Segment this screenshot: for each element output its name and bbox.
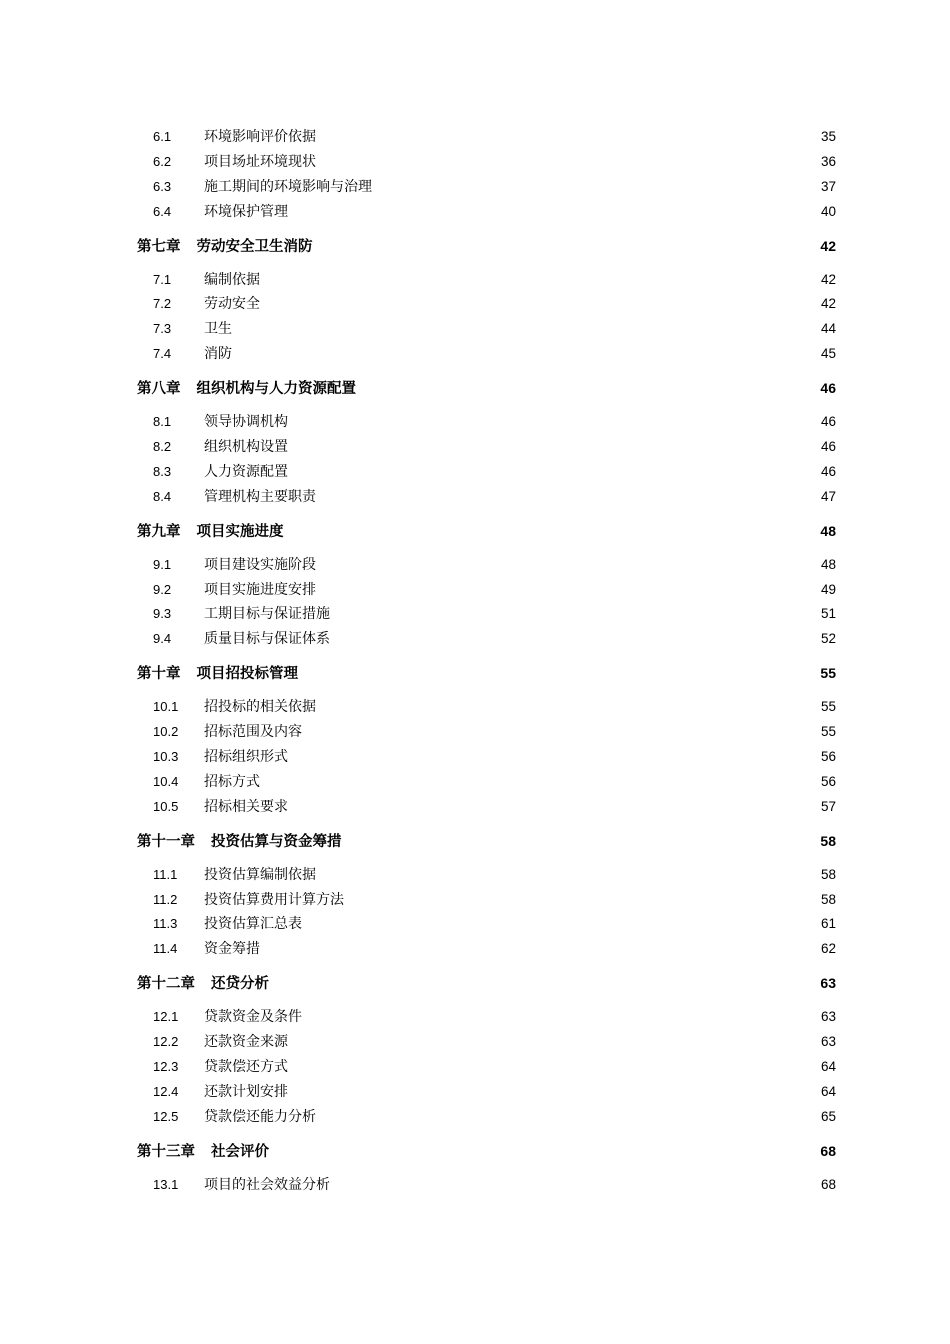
section-title: 招投标的相关依据 (204, 699, 316, 716)
section-number: 12.3 (153, 1059, 179, 1075)
section-number: 8.4 (153, 488, 172, 504)
section-number: 11.4 (153, 941, 178, 957)
section-title: 项目建设实施阶段 (204, 556, 316, 573)
toc-section-entry[interactable] (137, 1030, 836, 1055)
page-number: 42 (820, 271, 836, 287)
page-number: 52 (820, 631, 836, 647)
chapter-number: 第九章 (137, 522, 181, 540)
chapter-title: 投资估算与资金筹措 (211, 832, 342, 850)
toc-section-entry[interactable] (137, 695, 836, 720)
page-number: 56 (820, 749, 836, 765)
toc-section-entry[interactable] (137, 410, 836, 435)
page-number: 63 (820, 975, 836, 992)
section-title: 质量目标与保证体系 (204, 631, 330, 648)
section-number: 12.1 (153, 1009, 179, 1025)
section-title: 招标方式 (204, 773, 260, 790)
page-number: 36 (820, 153, 836, 169)
toc-section-entry[interactable] (137, 200, 836, 225)
page-number: 58 (820, 832, 836, 849)
section-number: 7.3 (153, 321, 172, 337)
page-number: 48 (820, 556, 836, 572)
toc-section-entry[interactable] (137, 342, 836, 367)
page-number: 46 (820, 414, 836, 430)
page-number: 49 (820, 581, 836, 597)
toc-chapter-entry[interactable] (137, 829, 836, 853)
page-number: 42 (820, 237, 836, 254)
toc-section-entry[interactable] (137, 1055, 836, 1080)
section-number: 11.2 (153, 891, 178, 907)
page-number: 37 (820, 178, 836, 194)
chapter-title: 社会评价 (211, 1142, 269, 1160)
section-number: 10.4 (153, 773, 179, 789)
chapter-title: 项目招投标管理 (196, 665, 298, 683)
page-number: 48 (820, 522, 836, 539)
toc-section-entry[interactable] (137, 912, 836, 937)
page-number: 56 (820, 773, 836, 789)
toc-section-entry[interactable] (137, 578, 836, 603)
section-number: 10.1 (153, 699, 179, 715)
page-number: 64 (820, 1059, 836, 1075)
section-title: 招标组织形式 (204, 749, 288, 766)
section-number: 11.1 (153, 866, 178, 882)
section-number: 10.3 (153, 749, 179, 765)
section-title: 资金筹措 (204, 941, 260, 958)
section-title: 贷款资金及条件 (204, 1009, 302, 1026)
section-title: 人力资源配置 (204, 463, 288, 480)
chapter-title: 组织机构与人力资源配置 (196, 380, 356, 398)
section-number: 6.4 (153, 203, 172, 219)
toc-section-entry[interactable] (137, 292, 836, 317)
toc-chapter-entry[interactable] (137, 376, 836, 400)
section-number: 10.5 (153, 798, 179, 814)
section-title: 环境影响评价依据 (204, 129, 316, 145)
section-number: 8.3 (153, 463, 172, 479)
section-title: 劳动安全 (204, 296, 260, 313)
section-number: 8.2 (153, 439, 172, 455)
section-title: 招标范围及内容 (204, 724, 302, 741)
page-number: 55 (820, 699, 836, 715)
section-title: 项目场址环境现状 (204, 153, 316, 170)
section-number: 12.5 (153, 1108, 179, 1124)
section-title: 管理机构主要职责 (204, 488, 316, 505)
toc-section-entry[interactable] (137, 175, 836, 200)
page-number: 63 (820, 1009, 836, 1025)
toc-section-entry[interactable] (137, 863, 836, 888)
toc-section-entry[interactable] (137, 553, 836, 578)
section-number: 10.2 (153, 724, 179, 740)
toc-section-entry[interactable] (137, 1080, 836, 1105)
toc-chapter-entry[interactable] (137, 971, 836, 995)
section-title: 卫生 (204, 321, 232, 338)
toc-section-entry[interactable] (137, 770, 836, 795)
section-title: 环境保护管理 (204, 203, 288, 220)
chapter-heading (137, 830, 342, 853)
chapter-heading (137, 662, 298, 685)
page-number: 46 (820, 463, 836, 479)
section-title: 投资估算汇总表 (204, 916, 302, 933)
chapter-heading (137, 235, 313, 258)
page-number: 45 (820, 346, 836, 362)
toc-section-entry[interactable] (137, 485, 836, 510)
toc-section-entry[interactable] (137, 627, 836, 652)
chapter-number: 第八章 (137, 380, 181, 398)
page-number: 58 (820, 866, 836, 882)
section-number: 12.2 (153, 1034, 179, 1050)
section-number: 7.2 (153, 296, 172, 312)
chapter-heading (137, 1140, 269, 1163)
section-number: 13.1 (153, 1176, 179, 1192)
page-number: 63 (820, 1034, 836, 1050)
section-title: 招标相关要求 (204, 798, 288, 815)
section-number: 11.3 (153, 916, 178, 932)
section-title: 贷款偿还方式 (204, 1059, 288, 1076)
section-title: 项目实施进度安排 (204, 581, 316, 598)
section-number: 6.3 (153, 178, 172, 194)
page-number: 46 (820, 439, 836, 455)
section-number: 9.1 (153, 556, 172, 572)
toc-section-entry[interactable] (137, 720, 836, 745)
toc-section-entry[interactable] (137, 125, 836, 150)
section-number: 7.1 (153, 271, 172, 287)
page-number: 57 (820, 798, 836, 814)
section-number: 6.2 (153, 153, 172, 169)
section-number: 6.1 (153, 129, 172, 144)
page-number: 55 (820, 724, 836, 740)
section-title: 组织机构设置 (204, 439, 288, 456)
chapter-heading (137, 520, 284, 543)
page-number: 35 (820, 129, 836, 144)
section-number: 8.1 (153, 414, 172, 430)
toc-section-entry[interactable] (137, 937, 836, 962)
page-number: 44 (820, 321, 836, 337)
toc-section-entry[interactable] (137, 1105, 836, 1130)
page-number: 65 (820, 1108, 836, 1124)
chapter-title: 还贷分析 (211, 975, 269, 993)
section-title: 项目的社会效益分析 (204, 1176, 330, 1193)
page-number: 47 (820, 488, 836, 504)
toc-section-entry[interactable] (137, 795, 836, 820)
section-title: 还款资金来源 (204, 1034, 288, 1051)
page-number: 40 (820, 203, 836, 219)
toc-chapter-entry[interactable] (137, 234, 836, 258)
page-number: 68 (820, 1176, 836, 1192)
section-number: 9.2 (153, 581, 172, 597)
page-number: 46 (820, 380, 836, 397)
page-number: 61 (820, 916, 836, 932)
toc-section-entry[interactable] (137, 460, 836, 485)
toc-section-entry[interactable] (137, 1005, 836, 1030)
toc-section-entry[interactable] (137, 745, 836, 770)
section-number: 12.4 (153, 1083, 179, 1099)
toc-chapter-entry[interactable] (137, 661, 836, 685)
toc-section-entry[interactable] (137, 150, 836, 175)
page-number: 62 (820, 941, 836, 957)
toc-section-entry[interactable] (137, 602, 836, 627)
chapter-number: 第十三章 (137, 1142, 195, 1160)
chapter-number: 第十二章 (137, 975, 195, 993)
chapter-heading (137, 972, 269, 995)
toc-section-entry[interactable] (137, 888, 836, 913)
chapter-number: 第七章 (137, 237, 181, 255)
toc-section-entry[interactable] (137, 268, 836, 293)
page-number: 68 (820, 1142, 836, 1159)
section-title: 领导协调机构 (204, 414, 288, 431)
chapter-number: 第十章 (137, 665, 181, 683)
page-number: 58 (820, 891, 836, 907)
section-number: 9.3 (153, 606, 172, 622)
section-number: 7.4 (153, 346, 172, 362)
section-title: 投资估算费用计算方法 (204, 891, 344, 908)
section-title: 贷款偿还能力分析 (204, 1108, 316, 1125)
section-title: 编制依据 (204, 271, 260, 288)
table-of-contents (137, 125, 836, 1198)
section-title: 施工期间的环境影响与治理 (204, 178, 372, 195)
toc-section-entry[interactable] (137, 317, 836, 342)
section-number: 9.4 (153, 631, 172, 647)
section-title: 还款计划安排 (204, 1083, 288, 1100)
page-number: 64 (820, 1083, 836, 1099)
chapter-heading (137, 377, 356, 400)
page-number: 55 (820, 665, 836, 682)
chapter-title: 项目实施进度 (196, 522, 284, 540)
section-title: 投资估算编制依据 (204, 866, 316, 883)
chapter-title: 劳动安全卫生消防 (196, 237, 313, 255)
toc-section-entry[interactable] (137, 435, 836, 460)
chapter-number: 第十一章 (137, 832, 195, 850)
toc-chapter-entry[interactable] (137, 519, 836, 543)
section-title: 工期目标与保证措施 (204, 606, 330, 623)
toc-section-entry[interactable] (137, 1173, 836, 1198)
section-title: 消防 (204, 346, 232, 363)
toc-chapter-entry[interactable] (137, 1139, 836, 1163)
page-number: 51 (820, 606, 836, 622)
page-number: 42 (820, 296, 836, 312)
